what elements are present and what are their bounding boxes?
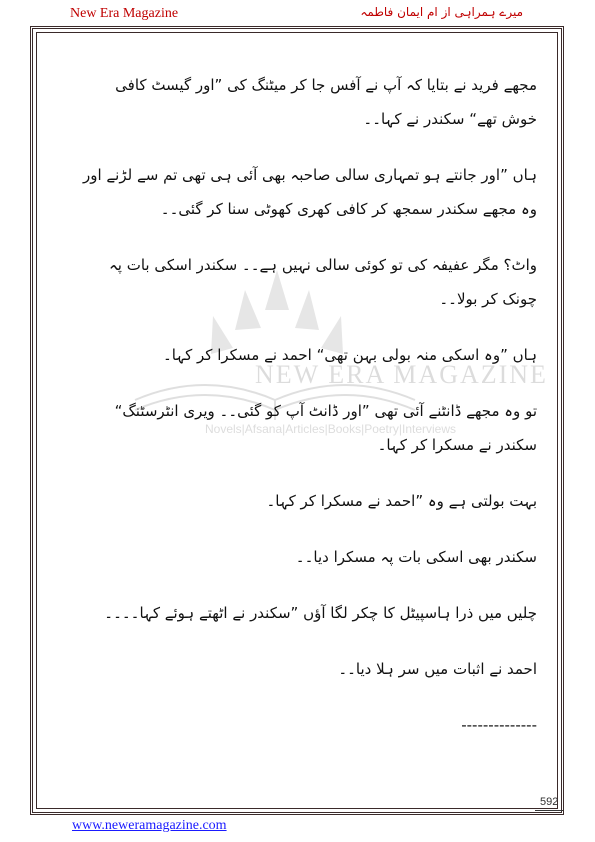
novel-title: میرے ہمراہی از ام ایمان فاطمہ	[360, 5, 523, 19]
section-separator: --------------	[461, 716, 537, 734]
magazine-name: New Era Magazine	[70, 6, 179, 21]
story-paragraph: سکندر بھی اسکی بات پہ مسکرا دیا۔۔	[295, 548, 537, 566]
watermark-title: NEW ERA MAGAZINE	[255, 360, 548, 389]
story-paragraph: احمد نے اثبات میں سر ہلا دیا۔۔	[338, 660, 537, 678]
website-link[interactable]: www.neweramagazine.com	[72, 818, 227, 833]
story-paragraph: ہاں ”اور جانتے ہو تمہاری سالی صاحبہ بھی آئی ہی تھی تم سے لڑنے اور وہ مجھے سکندر سمجھ کر کافی کھری کھوٹی سنا کر گئی۔۔	[82, 166, 537, 218]
story-text	[78, 68, 537, 764]
story-paragraph: تو وہ مجھے ڈانٹنے آئی تھی ”اور ڈانٹ آپ کو گئی۔۔ ویری انٹرسٹنگ“ سکندر نے مسکرا کر کہا۔	[114, 402, 537, 454]
page-number-divider	[535, 810, 563, 811]
story-paragraph: ہاں ”وہ اسکی منہ بولی بہن تھی“ احمد نے مسکرا کر کہا۔	[162, 346, 537, 364]
story-paragraph: بہت بولتی ہے وہ ”احمد نے مسکرا کر کہا۔	[266, 492, 537, 510]
story-paragraph: واٹ؟ مگر عفیفہ کی تو کوئی سالی نہیں ہے۔۔ سکندر اسکی بات پہ چونک کر بولا۔۔	[108, 256, 537, 308]
story-paragraph: مجھے فرید نے بتایا کہ آپ نے آفس جا کر میٹنگ کی ”اور گیسٹ کافی خوش تھے“ سکندر نے کہا۔۔	[115, 76, 537, 128]
watermark-subtitle: Novels|Afsana|Articles|Books|Poetry|Interviews	[205, 422, 457, 436]
story-paragraph: چلیں میں ذرا ہاسپیٹل کا چکر لگا آؤں ”سکندر نے اٹھتے ہوئے کہا۔۔۔۔	[104, 604, 537, 622]
page-number: 592	[540, 796, 559, 808]
